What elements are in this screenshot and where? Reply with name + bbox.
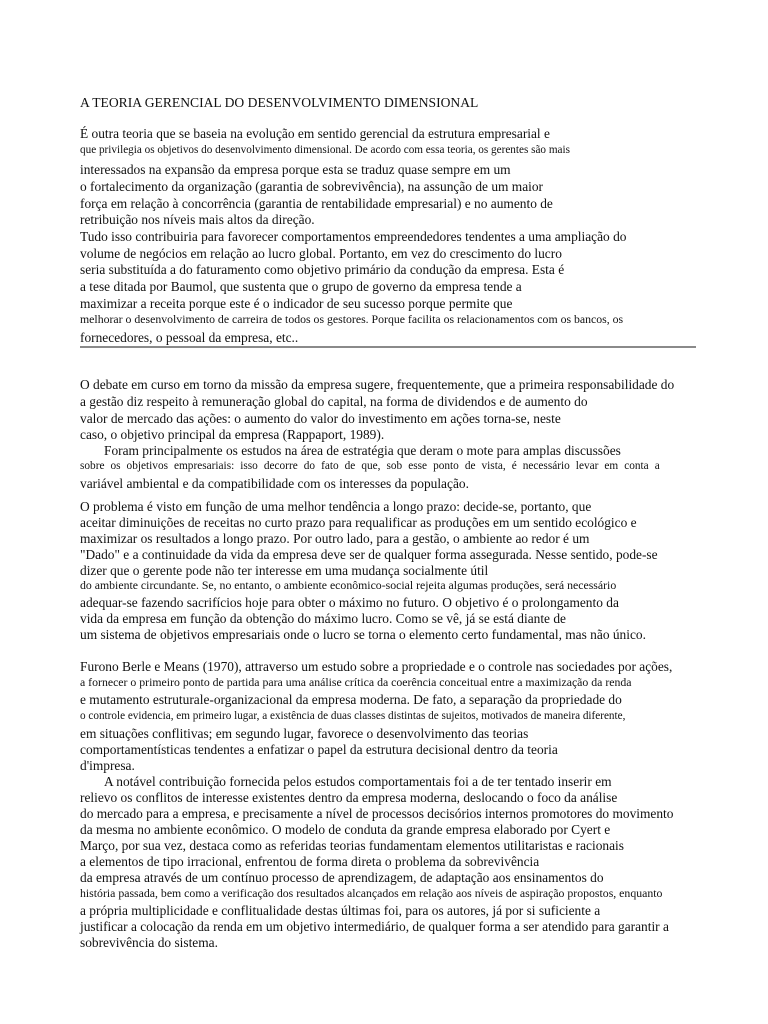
text-line: da mesma no ambiente econômico. O modelo de conduta da grande empresa elaborado por Cyert e	[80, 822, 611, 837]
text-line: justificar a colocação da renda em um objetivo intermediário, de qualquer forma a ser atendido para garantir a	[80, 919, 669, 934]
text-line: sobre os objetivos empresariais: isso decorre do fato de que, sob esse ponto de vista, é necessário levar em conta a	[80, 460, 660, 472]
text-line: que privilegia os objetivos do desenvolvimento dimensional. De acordo com essa teoria, os gerentes são mais	[80, 144, 570, 156]
text-line: a gestão diz respeito à remuneração global do capital, na forma de dividendos e de aumento do	[80, 394, 588, 409]
text-line: comportamentísticas tendentes a enfatizar o papel da estrutura decisional dentro da teoria	[80, 742, 558, 757]
text-line: força em relação à concorrência (garantia de rentabilidade empresarial) e no aumento de	[80, 196, 553, 211]
text-line: volume de negócios em relação ao lucro global. Portanto, em vez do crescimento do lucro	[80, 246, 562, 261]
text-line: valor de mercado das ações: o aumento do valor do investimento em ações torna-se, neste	[80, 411, 561, 426]
text-line: melhorar o desenvolvimento de carreira de todos os gestores. Porque facilita os relacionamentos com os bancos, os	[80, 312, 624, 326]
text-line: do mercado para a empresa, e precisamente a nível de processos decisórios internos promotores do movimento	[80, 806, 674, 821]
text-line: sobrevivência do sistema.	[80, 935, 218, 950]
text-line: a elementos de tipo irracional, enfrentou de forma direta o problema da sobrevivência	[80, 854, 540, 869]
text-line: história passada, bem como a verificação dos resultados alcançados em relação aos níveis de aspiração propostos, enquanto	[80, 886, 663, 900]
text-line: Tudo isso contribuiria para favorecer comportamentos empreendedores tendentes a uma ampliação do	[80, 229, 627, 244]
text-line: vida da empresa em função da obtenção do máximo lucro. Como se vê, já se está diante de	[80, 611, 566, 626]
text-line: adequar-se fazendo sacrifícios hoje para obter o máximo no futuro. O objetivo é o prolongamento da	[80, 595, 619, 610]
text-line: seria substituída a do faturamento como objetivo primário da condução da empresa. Esta é	[80, 262, 565, 277]
text-line: O debate em curso em torno da missão da empresa sugere, frequentemente, que a primeira responsabilidade do	[80, 377, 675, 392]
text-line: um sistema de objetivos empresariais onde o lucro se torna o elemento certo fundamental, mas não único.	[80, 627, 646, 642]
text-line: a própria multiplicidade e conflitualidade destas últimas foi, para os autores, já por si suficiente a	[80, 903, 601, 918]
text-line: retribuição nos níveis mais altos da direção.	[80, 212, 315, 227]
text-line: dizer que o gerente pode não ter interesse em uma mudança socialmente útil	[80, 563, 489, 578]
text-line: o controle evidencia, em primeiro lugar, a existência de duas classes distintas de sujeitos, motivados de maneira diferente,	[80, 710, 626, 722]
text-line: do ambiente circundante. Se, no entanto, o ambiente econômico-social rejeita algumas produções, será necessário	[80, 578, 617, 592]
section-divider	[80, 346, 696, 348]
text-line: Furono Berle e Means (1970), attraverso um estudo sobre a propriedade e o controle nas sociedades por ações,	[80, 659, 673, 674]
text-line: interessados na expansão da empresa porque esta se traduz quase sempre em um	[80, 162, 511, 177]
text-line: e mutamento estruturale-organizacional da empresa moderna. De fato, a separação da propriedade do	[80, 692, 622, 707]
text-line: da empresa através de um contínuo processo de aprendizagem, de adaptação aos ensinamentos do	[80, 870, 604, 885]
text-line: relievo os conflitos de interesse existentes dentro da empresa moderna, deslocando o foco da análise	[80, 790, 618, 805]
text-line: A notável contribuição fornecida pelos estudos comportamentais foi a de ter tentado inserir em	[104, 774, 612, 789]
text-line: Foram principalmente os estudos na área de estratégia que deram o mote para amplas discussões	[104, 443, 621, 458]
text-line: É outra teoria que se baseia na evolução em sentido gerencial da estrutura empresarial e	[80, 126, 550, 141]
text-line: caso, o objetivo principal da empresa (Rappaport, 1989).	[80, 427, 385, 442]
text-line: em situações conflitivas; em segundo lugar, favorece o desenvolvimento das teorias	[80, 726, 529, 741]
text-line: a tese ditada por Baumol, que sustenta que o grupo de governo da empresa tende a	[80, 279, 522, 294]
text-line: maximizar a receita porque este é o indicador de seu sucesso porque permite que	[80, 296, 513, 311]
text-line: O problema é visto em função de uma melhor tendência a longo prazo: decide-se, portanto, que	[80, 499, 592, 514]
document-title: A TEORIA GERENCIAL DO DESENVOLVIMENTO DIMENSIONAL	[80, 95, 479, 110]
text-line: a fornecer o primeiro ponto de partida para uma análise crítica da coerência conceitual entre a maximização da renda	[80, 675, 632, 689]
text-line: variável ambiental e da compatibilidade com os interesses da população.	[80, 476, 469, 491]
text-line: Março, por sua vez, destaca como as referidas teorias fundamentam elementos utilitaristas e racionais	[80, 838, 624, 853]
text-line: d'impresa.	[80, 758, 135, 773]
text-line: aceitar diminuições de receitas no curto prazo para requalificar as produções em um sentido ecológico e	[80, 515, 637, 530]
text-line: fornecedores, o pessoal da empresa, etc..	[80, 330, 299, 345]
text-line: o fortalecimento da organização (garantia de sobrevivência), na assunção de um maior	[80, 179, 544, 194]
text-line: "Dado" e a continuidade da vida da empresa deve ser de qualquer forma assegurada. Nesse sentido, pode-se	[80, 547, 658, 562]
text-line: maximizar os resultados a longo prazo. Por outro lado, para a gestão, o ambiente ao redor é um	[80, 531, 590, 546]
